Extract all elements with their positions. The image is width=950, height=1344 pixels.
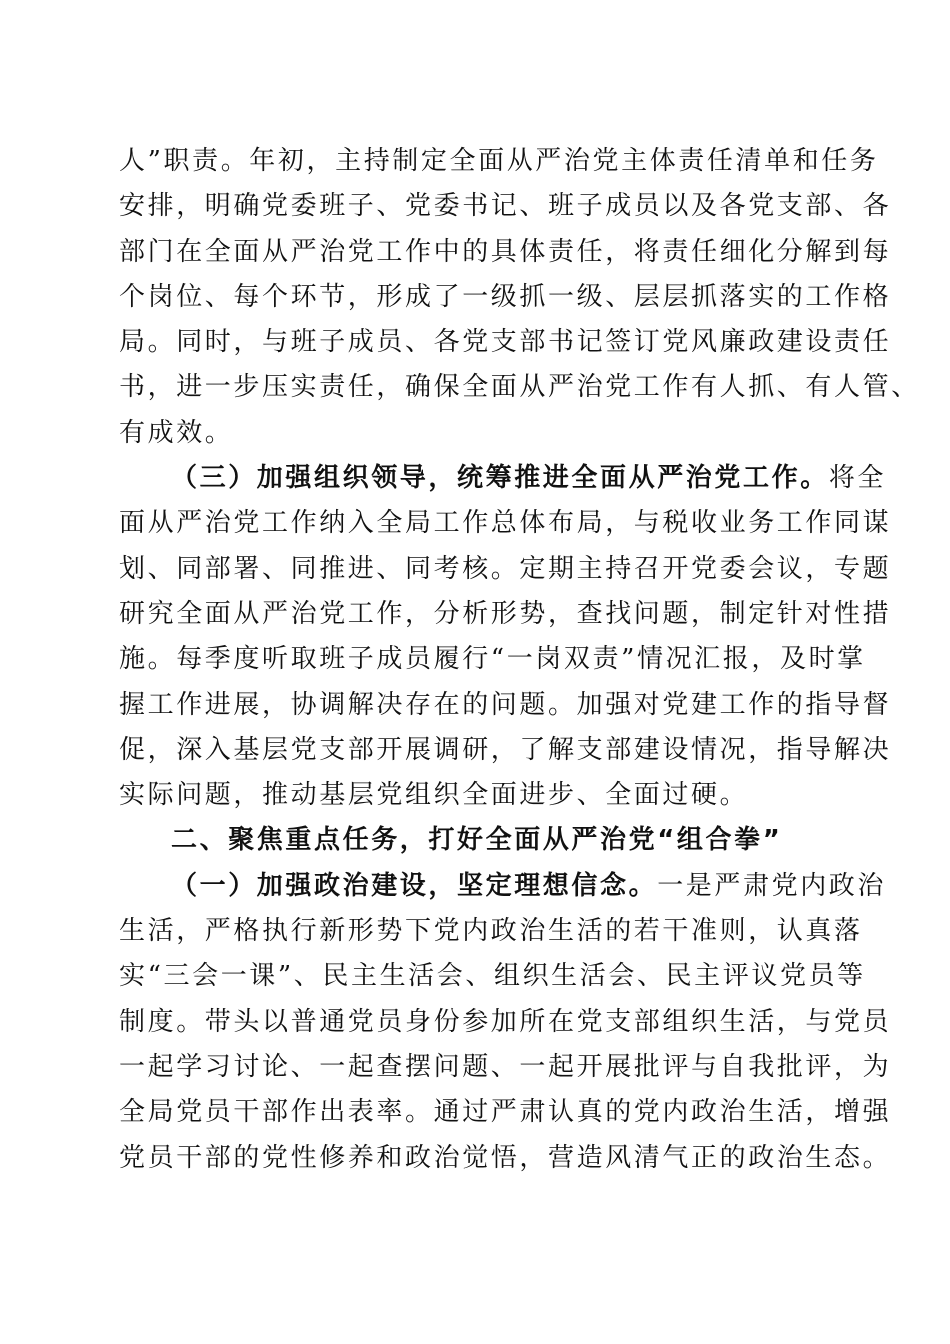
text-line: 个岗位、每个环节，形成了一级抓一级、层层抓落实的工作格 bbox=[119, 281, 892, 312]
text-line: 局。同时，与班子成员、各党支部书记签订党风廉政建设责任 bbox=[119, 327, 892, 358]
body-text bbox=[119, 139, 920, 1181]
text-line: 一起学习讨论、一起查摆问题、一起开展批评与自我批评，为 bbox=[119, 1051, 892, 1082]
text-line: 人”职责。年初，主持制定全面从严治党主体责任清单和任务 bbox=[119, 146, 879, 176]
text-line: 研究全面从严治党工作，分析形势，查找问题，制定针对性措 bbox=[119, 598, 892, 629]
text-line: 划、同部署、同推进、同考核。定期主持召开党委会议，专题 bbox=[119, 553, 892, 584]
section-3-lead: （三）加强组织领导，统筹推进全面从严治党工作。 bbox=[171, 463, 829, 494]
text-line: 全局党员干部作出表率。通过严肃认真的党内政治生活，增强 bbox=[119, 1097, 892, 1128]
section-1-first-line bbox=[119, 864, 887, 909]
section-1-lead-tail: 一是严肃党内政治 bbox=[657, 870, 887, 901]
text-line: 施。每季度听取班子成员履行“一岗双责”情况汇报，及时掌 bbox=[119, 644, 866, 675]
section-3-first-line bbox=[119, 456, 887, 501]
text-line: 生活，严格执行新形势下党内政治生活的若干准则，认真落 bbox=[119, 916, 863, 947]
text-line: 促，深入基层党支部开展调研，了解支部建设情况，指导解决 bbox=[119, 734, 892, 765]
text-line: 面从严治党工作纳入全局工作总体布局，与税收业务工作同谋 bbox=[119, 508, 892, 539]
section-heading-2: 二、聚焦重点任务，打好全面从严治党“组合拳” bbox=[171, 825, 783, 856]
text-line: 实“三会一课”、民主生活会、组织生活会、民主评议党员等 bbox=[119, 961, 866, 992]
section-1-lead: （一）加强政治建设，坚定理想信念。 bbox=[171, 870, 658, 901]
text-line: 书，进一步压实责任，确保全面从严治党工作有人抓、有人管、 bbox=[119, 372, 920, 403]
text-line: 安排，明确党委班子、党委书记、班子成员以及各党支部、各 bbox=[119, 191, 892, 222]
text-line: 实际问题，推动基层党组织全面进步、全面过硬。 bbox=[119, 780, 749, 811]
text-line: 有成效。 bbox=[119, 417, 234, 448]
text-line: 制度。带头以普通党员身份参加所在党支部组织生活，与党员 bbox=[119, 1006, 892, 1037]
text-line: 部门在全面从严治党工作中的具体责任，将责任细化分解到每 bbox=[119, 236, 892, 267]
section-3-lead-tail: 将全 bbox=[828, 463, 887, 494]
text-line: 党员干部的党性修养和政治觉悟，营造风清气正的政治生态。 bbox=[119, 1142, 892, 1173]
text-line: 握工作进展，协调解决存在的问题。加强对党建工作的指导督 bbox=[119, 689, 892, 720]
